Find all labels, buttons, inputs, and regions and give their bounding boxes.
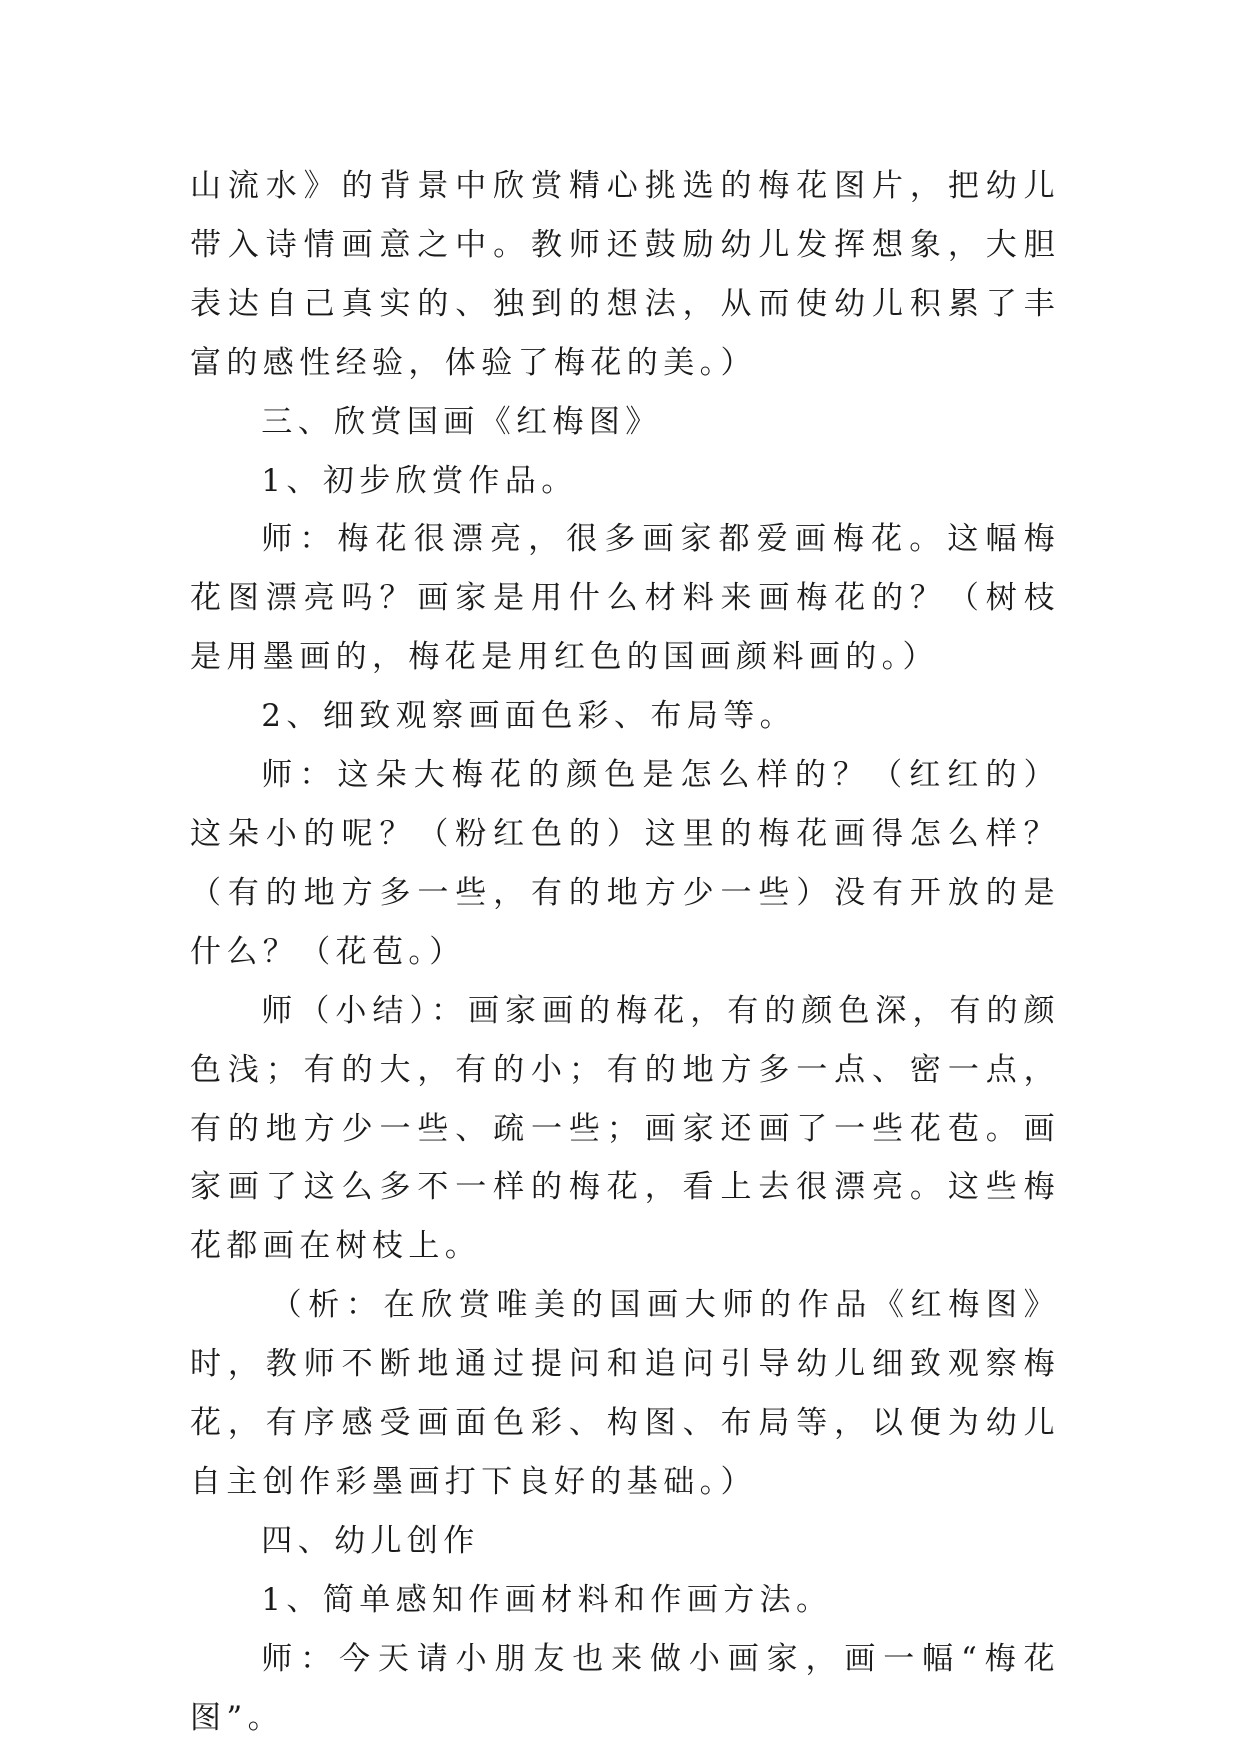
paragraph-analysis: （析：在欣赏唯美的国画大师的作品《红梅图》时，教师不断地通过提问和追问引导幼儿细致观察梅花，有序感受画面色彩、构图、布局等，以便为幼儿自主创作彩墨画打下良好的基础。） (190, 1287, 1060, 1500)
paragraph-analysis-continued: 山流水》的背景中欣赏精心挑选的梅花图片，把幼儿带入诗情画意之中。教师还鼓励幼儿发挥想象，大胆表达自己真实的、独到的想法，从而使幼儿积累了丰富的感性经验，体验了梅花的美。） (190, 168, 1060, 381)
step-observe-colors-layout: 2、细致观察画面色彩、布局等。 (261, 698, 797, 735)
document-page (190, 157, 1060, 1747)
section-heading-appreciate-painting: 三、欣赏国画《红梅图》 (261, 403, 662, 440)
paragraph-teacher-question-colors: 师：这朵大梅花的颜色是怎么样的？（红红的）这朵小的呢？（粉红色的）这里的梅花画得怎么样？（有的地方多一些，有的地方少一些）没有开放的是什么？（花苞。） (190, 757, 1060, 970)
paragraph-teacher-summary: 师（小结）：画家画的梅花，有的颜色深，有的颜色浅；有的大，有的小；有的地方多一点、密一点，有的地方少一些、疏一些；画家还画了一些花苞。画家画了这么多不一样的梅花，看上去很漂亮。这些梅花都画在树枝上。 (190, 992, 1060, 1265)
step-initial-appreciation: 1、初步欣赏作品。 (261, 462, 578, 499)
step-materials-methods: 1、简单感知作画材料和作画方法。 (261, 1581, 833, 1618)
paragraph-teacher-question-materials: 师：梅花很漂亮，很多画家都爱画梅花。这幅梅花图漂亮吗？画家是用什么材料来画梅花的？（树枝是用墨画的，梅花是用红色的国画颜料画的。） (190, 521, 1060, 676)
paragraph-teacher-invitation: 师：今天请小朋友也来做小画家，画一幅“梅花图”。 (190, 1640, 1060, 1736)
section-heading-children-create: 四、幼儿创作 (261, 1522, 480, 1559)
